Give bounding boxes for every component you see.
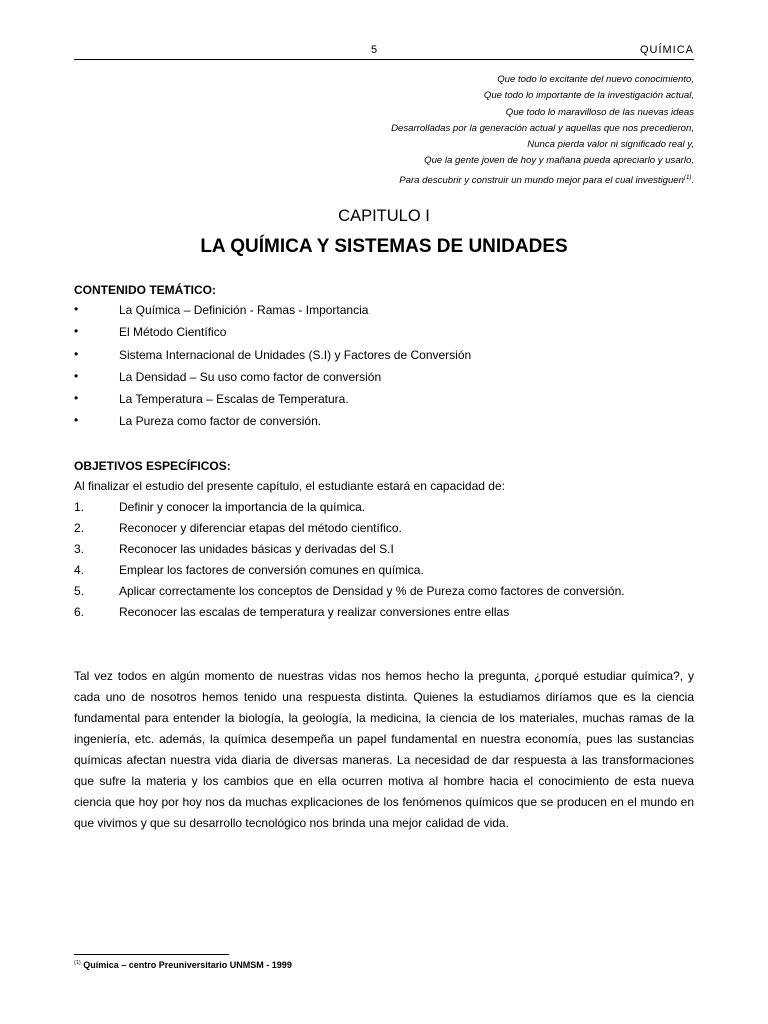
list-item-text: Emplear los factores de conversión comunes en química. [119,563,424,577]
bullet-icon: • [74,413,79,428]
item-number: 2. [74,521,85,535]
epigraph-line: Desarrolladas por la generación actual y aquellas que nos precedieron, [391,122,694,134]
contents-heading: CONTENIDO TEMÁTICO: [74,283,216,297]
bullet-icon: • [74,368,79,383]
footnote-text: Química – centro Preuniversitario UNMSM - 1999 [83,960,292,970]
bullet-icon: • [74,346,79,361]
epigraph [134,72,694,189]
item-number: 6. [74,605,85,619]
footnote-divider [74,954,229,955]
epigraph-end: . [691,174,694,186]
list-item-text: Reconocer y diferenciar etapas del método científico. [119,521,402,535]
epigraph-line: Nunca pierda valor ni significado real y, [527,139,694,151]
bullet-icon: • [74,324,79,339]
list-item-text: Sistema Internacional de Unidades (S.I) y Factores de Conversión [119,347,472,362]
epigraph-line: Que todo lo importante de la investigación actual, [483,90,694,102]
page-header [74,44,694,60]
objectives-heading: OBJETIVOS ESPECÍFICOS: [74,459,231,473]
epigraph-line: Que todo lo maravilloso de las nuevas ideas [505,106,694,118]
footnote [74,960,292,970]
item-number: 4. [74,563,85,577]
list-item-text: La Química – Definición - Ramas - Importancia [119,303,369,317]
bullet-icon: • [74,302,79,316]
footnote-mark: (1) [74,960,81,966]
body-paragraph: Tal vez todos en algún momento de nuestras vidas nos hemos hecho la pregunta, ¿porqué estudiar química?, y cada uno de nosotros hemos tenido una respuesta distinta. Quienes la estudiamos diríamos que es la ciencia fundamental para entender la biología, la geología, la medicina, la ciencia de los materiales, muchas ramas de la ingeniería, etc. además, la química desempeña un papel fundamental en nuestra economía, pues las sustancias químicas afectan nuestra vida diaria de diversas maneras. La necesidad de dar respuesta a las transformaciones que sufre la materia y los cambios que en ella ocurren motiva al hombre hacia el conocimiento de esta nueva ciencia que hoy por hoy nos da muchas explicaciones de los fenómenos químicos que se producen en el mundo en que vivimos y que su desarrollo tecnológico nos brinda una mejor calidad de vida. [74,669,694,830]
list-item-text: Reconocer las escalas de temperatura y realizar conversiones entre ellas [119,605,510,619]
epigraph-line-last [134,170,694,189]
item-number: 1. [74,500,85,514]
epigraph-line: Para descubrir y construir un mundo mejor para el cual investiguen [399,174,684,186]
item-number: 3. [74,542,85,556]
list-item-text: Reconocer las unidades básicas y derivadas del S.I [119,542,394,556]
list-item-text: La Pureza como factor de conversión. [119,414,322,429]
list-item-text: La Temperatura – Escalas de Temperatura. [119,392,349,407]
header-subject: QUÍMICA [639,44,694,56]
objectives-intro: Al finalizar el estudio del presente capítulo, el estudiante estará en capacidad de: [74,479,505,493]
bullet-icon: • [74,391,79,406]
epigraph-line: Que la gente joven de hoy y mañana pueda apreciarlo y usarlo, [424,155,694,167]
list-item-text: Definir y conocer la importancia de la química. [119,500,366,514]
chapter-label: CAPITULO I [338,207,430,225]
list-item-text: El Método Científico [119,325,227,340]
page-number: 5 [371,44,378,56]
list-item-text: Aplicar correctamente los conceptos de Densidad y % de Pureza como factores de conversión. [119,584,625,598]
list-item-text: La Densidad – Su uso como factor de conversión [119,369,382,384]
item-number: 5. [74,584,85,598]
header-divider [74,59,694,60]
footnote-reference[interactable]: (1) [683,174,692,181]
epigraph-line: Que todo lo excitante del nuevo conocimiento, [497,74,694,85]
chapter-title: LA QUÍMICA Y SISTEMAS DE UNIDADES [200,236,568,257]
